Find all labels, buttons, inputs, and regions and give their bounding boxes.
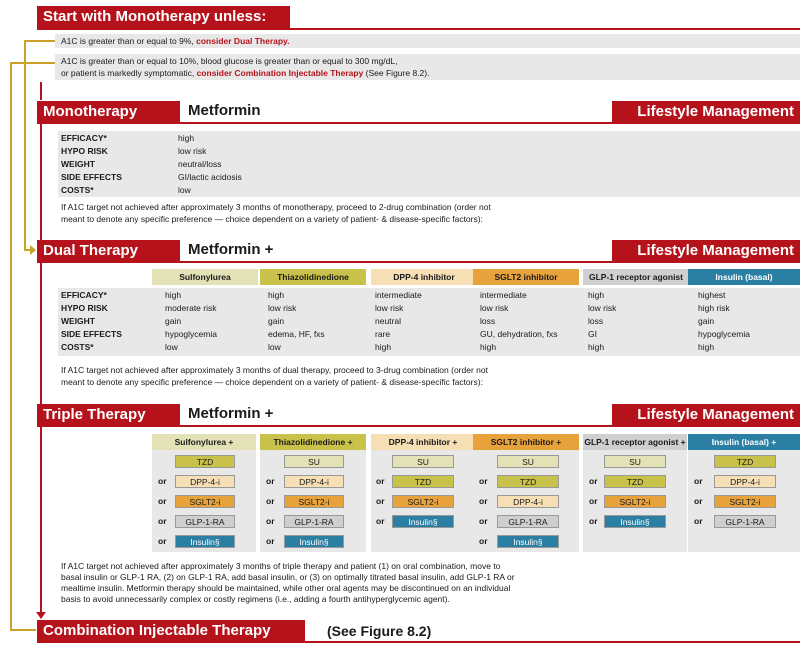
or-label: or <box>266 476 275 486</box>
mono-lifestyle: Lifestyle Management <box>612 101 800 123</box>
triple-option: GLP-1-RA <box>497 515 559 528</box>
mono-label-efficacy: EFFICACY* <box>61 133 107 143</box>
triple-option: GLP-1-RA <box>714 515 776 528</box>
dual-cell: high <box>698 342 715 352</box>
dual-label-efficacy: EFFICACY* <box>61 290 107 300</box>
dual-col-sulfonylurea: Sulfonylurea <box>152 269 258 285</box>
triple-option: SGLT2-i <box>714 495 776 508</box>
dual-cell: high <box>588 342 605 352</box>
triple-title: Triple Therapy <box>43 406 146 423</box>
triple-option: Insulin§ <box>175 535 235 548</box>
dual-cell: high <box>375 342 392 352</box>
mono-label-weight: WEIGHT <box>61 159 95 169</box>
dual-label-weight: WEIGHT <box>61 316 95 326</box>
dual-title: Dual Therapy <box>43 242 139 259</box>
start-header <box>37 6 290 28</box>
triple-rule <box>37 425 800 427</box>
dual-note: If A1C target not achieved after approximately 3 months of dual therapy, proceed to 3-drug combination (order not meant to denote any specific preference — choice dependent on a variety of patient- & disease-specific factors): <box>61 365 488 387</box>
start-line2b: or patient is markedly symptomatic, consider Combination Injectable Therapy (See Figure 8.2). <box>61 68 430 78</box>
start-line1-link: consider Dual Therapy. <box>196 36 290 46</box>
or-label: or <box>589 516 598 526</box>
dual-cell: hypoglycemia <box>165 329 217 339</box>
dual-label-side: SIDE EFFECTS <box>61 329 122 339</box>
dual-cell: low <box>268 342 281 352</box>
dual-drug: Metformin + <box>188 241 274 258</box>
or-label: or <box>376 496 385 506</box>
mono-value-hypo: low risk <box>178 146 207 156</box>
start-title: Start with Monotherapy unless: <box>43 8 267 25</box>
triple-option: TZD <box>714 455 776 468</box>
flow-line-triple <box>40 118 42 618</box>
triple-option: SU <box>392 455 454 468</box>
dual-col-insulin: Insulin (basal) <box>688 269 800 285</box>
triple-col-insulin: Insulin (basal) + <box>688 434 800 450</box>
triple-option: SU <box>284 455 344 468</box>
triple-col-dpp4: DPP-4 inhibitor + <box>371 434 475 450</box>
start-line1-text: A1C is greater than or equal to 9%, <box>61 36 197 46</box>
triple-col-glp1: GLP-1 receptor agonist + <box>583 434 687 450</box>
triple-col-tzd: Thiazolidinedione + <box>260 434 366 450</box>
triple-option: TZD <box>392 475 454 488</box>
dual-col-sglt2: SGLT2 inhibitor <box>473 269 579 285</box>
triple-option: Insulin§ <box>604 515 666 528</box>
connector-combo <box>10 62 12 630</box>
triple-option: Insulin§ <box>284 535 344 548</box>
mono-drug: Metformin <box>188 102 261 119</box>
dual-header <box>37 240 180 262</box>
or-label: or <box>376 516 385 526</box>
or-label: or <box>479 536 488 546</box>
dual-cell: hypoglycemia <box>698 329 750 339</box>
or-label: or <box>266 536 275 546</box>
dual-cell: GI <box>588 329 597 339</box>
dual-col-glp1: GLP-1 receptor agonist <box>583 269 689 285</box>
triple-option: SGLT2-i <box>604 495 666 508</box>
triple-col-bg-5 <box>583 434 687 552</box>
mono-value-efficacy: high <box>178 133 195 143</box>
or-label: or <box>479 496 488 506</box>
dual-col-dpp4: DPP-4 inhibitor <box>371 269 477 285</box>
dual-label-costs: COSTS* <box>61 342 94 352</box>
triple-option: GLP-1-RA <box>284 515 344 528</box>
or-label: or <box>694 476 703 486</box>
mono-header <box>37 101 180 123</box>
dual-cell: low risk <box>268 303 297 313</box>
triple-option: Insulin§ <box>497 535 559 548</box>
flow-line-mono <box>40 82 42 100</box>
mono-label-costs: COSTS* <box>61 185 94 195</box>
or-label: or <box>694 496 703 506</box>
or-label: or <box>589 496 598 506</box>
or-label: or <box>479 516 488 526</box>
mono-value-side: GI/lactic acidosis <box>178 172 242 182</box>
triple-option: TZD <box>604 475 666 488</box>
dual-cell: high risk <box>698 303 730 313</box>
mono-title: Monotherapy <box>43 103 138 120</box>
dual-cell: low risk <box>375 303 404 313</box>
triple-option: TZD <box>497 475 559 488</box>
dual-cell: high <box>588 290 605 300</box>
or-label: or <box>158 476 167 486</box>
dual-cell: low risk <box>588 303 617 313</box>
mono-value-costs: low <box>178 185 191 195</box>
dual-cell: rare <box>375 329 391 339</box>
mono-rule <box>37 122 800 124</box>
dual-table <box>58 288 800 356</box>
combo-see-figure: (See Figure 8.2) <box>327 623 432 639</box>
triple-option: Insulin§ <box>392 515 454 528</box>
triple-note: If A1C target not achieved after approximately 3 months of triple therapy and patient (1) on oral combination, move to basal insulin or GLP-1 RA, (2) on GLP-1 RA, add basal insulin, or (3) on optimally titrated basal insulin, add GLP-1 RA or mealtime insulin. Metformin therapy should be maintained, while other oral agents may be discontinued on an individual basis to avoid unnecessarily complex or costly regimens (i.e., adding a fourth antihyperglycemic agent). <box>61 561 515 604</box>
connector-combo-top <box>10 62 55 64</box>
start-line2a: A1C is greater than or equal to 10%, blood glucose is greater than or equal to 300 mg/dL, <box>61 56 398 66</box>
triple-col-bg-6 <box>688 434 800 552</box>
dual-label-hypo: HYPO RISK <box>61 303 108 313</box>
dual-cell: moderate risk <box>165 303 217 313</box>
start-row-1 <box>55 34 800 48</box>
or-label: or <box>158 496 167 506</box>
triple-option: DPP-4-i <box>714 475 776 488</box>
connector-combo-bottom <box>10 629 36 631</box>
triple-option: GLP-1-RA <box>175 515 235 528</box>
triple-option: DPP-4-i <box>497 495 559 508</box>
triple-option: SU <box>604 455 666 468</box>
triple-col-sglt2: SGLT2 inhibitor + <box>473 434 579 450</box>
dual-lifestyle: Lifestyle Management <box>612 240 800 262</box>
arrow-combo <box>36 612 46 619</box>
dual-cell: low risk <box>480 303 509 313</box>
or-label: or <box>694 516 703 526</box>
start-rule <box>37 28 800 30</box>
mono-value-weight: neutral/loss <box>178 159 222 169</box>
or-label: or <box>479 476 488 486</box>
or-label: or <box>158 516 167 526</box>
mono-label-hypo: HYPO RISK <box>61 146 108 156</box>
dual-col-tzd: Thiazolidinedione <box>260 269 366 285</box>
combo-title: Combination Injectable Therapy <box>43 622 271 639</box>
or-label: or <box>158 536 167 546</box>
dual-cell: loss <box>588 316 604 326</box>
dual-cell: high <box>480 342 497 352</box>
triple-option: DPP-4-i <box>175 475 235 488</box>
dual-cell: gain <box>165 316 182 326</box>
dual-cell: gain <box>698 316 715 326</box>
dual-cell: gain <box>268 316 285 326</box>
connector-dual-top <box>24 40 55 42</box>
dual-cell: intermediate <box>480 290 527 300</box>
start-row-2 <box>55 54 800 80</box>
triple-option: SGLT2-i <box>284 495 344 508</box>
dual-cell: highest <box>698 290 726 300</box>
triple-col-sulfonylurea: Sulfonylurea + <box>152 434 256 450</box>
combo-header <box>37 620 305 642</box>
dual-cell: low <box>165 342 178 352</box>
triple-option: TZD <box>175 455 235 468</box>
triple-option: DPP-4-i <box>284 475 344 488</box>
triple-option: SGLT2-i <box>175 495 235 508</box>
or-label: or <box>266 496 275 506</box>
dual-cell: high <box>268 290 285 300</box>
connector-dual <box>24 40 26 250</box>
or-label: or <box>376 476 385 486</box>
mono-label-side: SIDE EFFECTS <box>61 172 122 182</box>
triple-lifestyle: Lifestyle Management <box>612 404 800 426</box>
dual-cell: edema, HF, fxs <box>268 329 325 339</box>
triple-drug: Metformin + <box>188 405 274 422</box>
combo-rule <box>37 641 800 643</box>
mono-note: If A1C target not achieved after approximately 3 months of monotherapy, proceed to 2-drug combination (order not meant to denote any specific preference — choice dependent on a variety of patient- & disease-specific factors): <box>61 202 491 224</box>
dual-cell: GU, dehydration, fxs <box>480 329 558 339</box>
triple-option: SGLT2-i <box>392 495 454 508</box>
dual-cell: neutral <box>375 316 401 326</box>
mono-table <box>58 131 800 197</box>
triple-header <box>37 404 180 426</box>
dual-cell: loss <box>480 316 496 326</box>
or-label: or <box>589 476 598 486</box>
dual-rule <box>37 261 800 263</box>
dual-cell: intermediate <box>375 290 422 300</box>
triple-option: SU <box>497 455 559 468</box>
arrow-dual <box>30 245 36 255</box>
dual-cell: high <box>165 290 182 300</box>
or-label: or <box>266 516 275 526</box>
triple-col-bg-3 <box>371 434 475 552</box>
